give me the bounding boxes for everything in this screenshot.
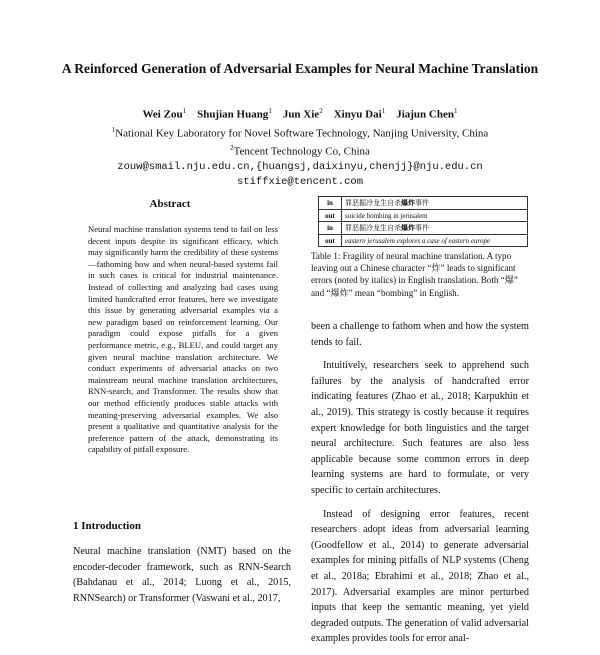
author: Shujian Huang bbox=[197, 108, 269, 121]
author-names: Wei Zou$^1$ Shujian Huang$^1$ Jun Xie$^2$ Xinyu Dai$^1$ Jiajun Chen$^1$ bbox=[142, 107, 458, 121]
author: Wei Zou bbox=[142, 108, 183, 121]
table-caption: Table 1: Fragility of neural machine translation. A typo leaving out a Chinese character “炸” leads to significant errors (noted by italics) in English translation. Both “爆” and “爆炸” mean “bombing” in English. bbox=[311, 251, 518, 298]
table-row: in 罪恶掘冷龙生自杀爆炸事件 bbox=[319, 197, 528, 210]
paragraph: been a challenge to fathom when and how the system tends to fail. bbox=[311, 321, 529, 348]
author: Xinyu Dai bbox=[333, 108, 382, 121]
email: zouw@smail.nju.edu.cn,{huangsj,daixinyu,chenjj}@nju.edu.cn bbox=[117, 160, 483, 173]
table-row: out suicide bombing in jerusalem bbox=[319, 210, 528, 222]
section-heading-introduction: 1 Introduction bbox=[73, 520, 141, 532]
table-row: in 罪恶掘冷龙生自杀爆炸事件 bbox=[319, 222, 528, 235]
author: Jun Xie bbox=[282, 108, 320, 121]
abstract-text: Neural machine translation systems tend to fail on less decent inputs despite its significant efficacy, which may significantly harm the credibility of these systems—fathoming how and when neural-based systems fail in such cases is critical for industrial maintenance. Instead of collecting and analyzing bad cases using limited handcrafted error features, here we investigate this issue by generating adversarial examples via a new paradigm based on reinforcement learning. Our paradigm could expose pitfalls for a given performance metric, e.g., BLEU, and could target any given neural machine translation architecture. We conduct experiments of adversarial attacks on two mainstream neural machine translation architectures, RNN-search, and Transformer. The results show that our method efficiently produces stable attacks with meaning-preserving adversarial examples. We also present a qualitative and quantitative analysis for the preference pattern of the attack, demonstrating its capability of pitfall exposure. bbox=[88, 224, 278, 455]
abstract-heading: Abstract bbox=[149, 198, 191, 210]
paper-title: A Reinforced Generation of Adversarial Examples for Neural Machine Translation bbox=[61, 61, 539, 76]
author-block bbox=[40, 104, 560, 190]
right-column-text bbox=[311, 319, 529, 655]
affiliation: $^1$National Key Laboratory for Novel Software Technology, Nanjing University, China bbox=[111, 125, 489, 140]
paragraph: Intuitively, researchers seek to apprehend such failures by the analysis of handcrafted error indicating features (Zhao et al., 2018; Karpukhin et al., 2019). This strategy is costly because it requires expert knowledge for both linguistics and the target neural architecture. Such features are also less applicable because some common errors in deep learning systems are hard to formulate, or very specific to certain architectures. bbox=[311, 360, 529, 496]
email: stiffxie@tencent.com bbox=[236, 175, 364, 188]
paragraph: Instead of designing error features, recent researchers adopt ideas from adversarial learning (Goodfellow et al., 2014) to generate adversarial examples for mining pitfalls of NLP systems (Cheng et al., 2018a; Ebrahimi et al., 2018; Zhao et al., 2017). Adversarial examples are minor perturbed inputs that keep the semantic meaning, yet yield degraded outputs. The generation of valid adversarial examples provides tools for error anal- bbox=[311, 508, 529, 645]
affiliation: $^2$Tencent Technology Co, China bbox=[230, 144, 370, 158]
table-row: out eastern jerusalem explores a case of eastern europe bbox=[319, 235, 528, 247]
introduction-text: Neural machine translation (NMT) based on the encoder-decoder framework, such as RNN-Search (Bahdanau et al., 2014; Luong et al., 2015, RNNSearch) or Transformer (Vaswani et al., 2017, bbox=[73, 546, 291, 604]
author: Jiajun Chen bbox=[396, 108, 454, 121]
example-table bbox=[318, 196, 528, 247]
